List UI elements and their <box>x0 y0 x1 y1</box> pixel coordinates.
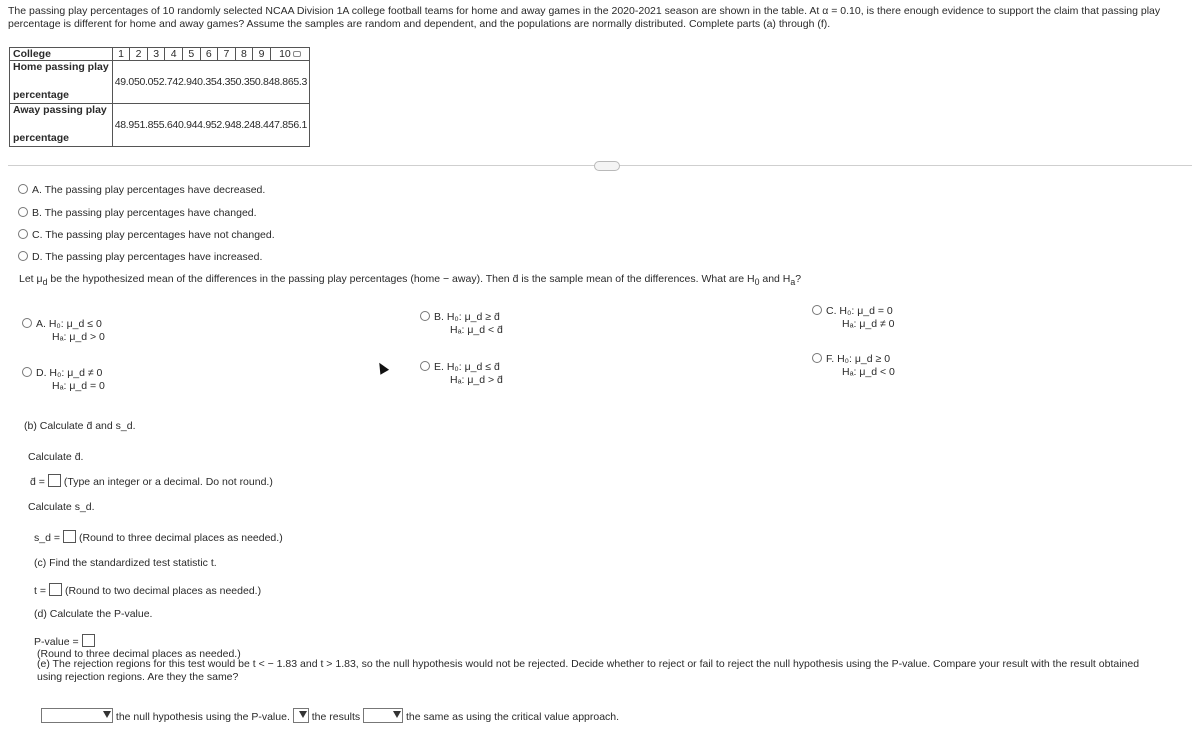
hyp-h0: H₀: μ_d ≤ d̄ <box>446 361 500 373</box>
results-dropdown[interactable] <box>293 708 309 723</box>
option-a-decreased[interactable] <box>18 184 265 196</box>
data-table <box>9 47 310 147</box>
col-10-label: 10 <box>279 48 291 60</box>
col-4: 4 <box>165 48 183 61</box>
prompt-sub: 0 <box>754 277 760 288</box>
radio-icon[interactable] <box>18 184 28 194</box>
d-bar-input[interactable] <box>48 474 61 487</box>
t-row <box>34 583 261 597</box>
hyp-letter: F. <box>826 353 835 365</box>
reject-decision-dropdown[interactable] <box>41 708 113 723</box>
p-value-row <box>34 634 98 648</box>
same-dropdown[interactable] <box>363 708 403 723</box>
hyp-ha: Hₐ: μ_d ≠ 0 <box>842 318 895 330</box>
radio-icon[interactable] <box>18 251 28 261</box>
t-input[interactable] <box>49 583 62 596</box>
sd-prefix: s_d = <box>34 532 60 544</box>
away-label-line2: percentage <box>13 132 70 144</box>
answer-text-1: the null hypothesis using the P-value. <box>115 711 290 723</box>
away-values: 48.951.855.640.944.952.948.248.447.856.1 <box>112 104 309 147</box>
col-7: 7 <box>218 48 236 61</box>
hyp-option-a[interactable] <box>22 318 105 344</box>
hyp-option-b[interactable] <box>420 311 503 337</box>
sd-hint: (Round to three decimal places as needed.) <box>78 532 283 544</box>
college-header: College <box>10 48 113 61</box>
d-bar-row <box>30 474 273 488</box>
hyp-option-e[interactable] <box>420 361 503 387</box>
sd-row <box>34 530 283 544</box>
radio-icon[interactable] <box>420 361 430 371</box>
radio-icon[interactable] <box>22 367 32 377</box>
option-label: A. The passing play percentages have decreased. <box>32 184 266 196</box>
sd-input[interactable] <box>63 530 76 543</box>
hyp-option-f[interactable] <box>812 353 895 379</box>
chevron-down-icon <box>299 711 307 718</box>
part-d-title: (d) Calculate the P-value. <box>34 608 153 620</box>
part-e-answer-row <box>41 708 619 723</box>
hyp-h0: H₀: μ_d ≤ 0 <box>48 318 102 330</box>
prompt-text: and H <box>759 273 791 285</box>
option-c-not-changed[interactable] <box>18 229 275 241</box>
home-label-line2: percentage <box>13 89 70 101</box>
radio-icon[interactable] <box>18 229 28 239</box>
away-label-line1: Away passing play <box>13 104 107 116</box>
option-b-changed[interactable] <box>18 207 257 219</box>
col-1: 1 <box>112 48 130 61</box>
hyp-letter: A. <box>36 318 46 330</box>
hyp-letter: B. <box>434 311 444 323</box>
col-6: 6 <box>200 48 218 61</box>
d-bar-hint: (Type an integer or a decimal. Do not round.) <box>63 476 273 488</box>
t-hint: (Round to two decimal places as needed.) <box>64 585 262 597</box>
col-8: 8 <box>235 48 253 61</box>
prompt-sub: a <box>790 277 796 288</box>
calc-d-label: Calculate d̄. <box>28 451 84 463</box>
d-bar-prefix: d̄ = <box>30 476 45 488</box>
hyp-h0: H₀: μ_d ≥ d̄ <box>446 311 500 323</box>
p-value-input[interactable] <box>82 634 95 647</box>
hyp-option-d[interactable] <box>22 367 105 393</box>
col-3: 3 <box>147 48 165 61</box>
answer-text-2: the results <box>311 711 361 723</box>
chevron-down-icon <box>103 711 111 718</box>
mouse-pointer-icon <box>375 360 389 375</box>
col-10 <box>270 48 309 61</box>
hyp-option-c[interactable] <box>812 305 895 331</box>
radio-icon[interactable] <box>18 207 28 217</box>
p-value-hint: (Round to three decimal places as needed.) <box>37 648 241 660</box>
question-intro: The passing play percentages of 10 randomly selected NCAA Division 1A college football teams for home and away games in the 2020-2021 season are shown in the table. At α = 0.10, is there enough evidence to support the claim that passing play percentage is different for home and away games? Assume the samples are random and dependent, and the populations are normally distributed. Complete parts (a) through (f). <box>8 5 1161 30</box>
hyp-ha: Hₐ: μ_d = 0 <box>52 380 105 392</box>
chevron-down-icon <box>393 711 401 718</box>
part-b-title: (b) Calculate d̄ and s_d. <box>24 420 136 432</box>
radio-icon[interactable] <box>420 311 430 321</box>
col-2: 2 <box>130 48 148 61</box>
hyp-ha: Hₐ: μ_d > d̄ <box>450 374 503 386</box>
hypothesis-prompt <box>19 273 801 287</box>
hyp-letter: C. <box>826 305 837 317</box>
option-d-increased[interactable] <box>18 251 262 263</box>
col-5: 5 <box>182 48 200 61</box>
part-e-line1: (e) The rejection regions for this test would be t < − 1.83 and t > 1.83, so the null hypothesis would not be rejected. Decide whether to reject or fail to reject the null hypothesis using the P-value. Compare your result with the result obtained <box>37 658 1140 670</box>
part-e-line2: using rejection regions. Are they the same? <box>37 671 239 683</box>
hyp-ha: Hₐ: μ_d < 0 <box>842 366 895 378</box>
radio-icon[interactable] <box>22 318 32 328</box>
table-collapse-icon[interactable] <box>293 51 301 57</box>
prompt-text: be the hypothesized mean of the differences in the passing play percentages (home − away). Then d̄ is the sample mean of the differences. What are H <box>47 273 755 285</box>
home-label-line1: Home passing play <box>13 61 109 73</box>
part-e-text <box>37 647 1139 684</box>
hyp-letter: E. <box>434 361 444 373</box>
prompt-sub: d <box>42 277 48 288</box>
home-values: 49.050.052.742.940.354.350.350.848.865.3 <box>112 61 309 104</box>
hyp-h0: H₀: μ_d = 0 <box>839 305 893 317</box>
answer-text-3: the same as using the critical value approach. <box>406 711 620 723</box>
calc-sd-label: Calculate s_d. <box>28 501 95 513</box>
hyp-ha: Hₐ: μ_d > 0 <box>52 331 105 343</box>
hyp-h0: H₀: μ_d ≥ 0 <box>837 353 891 365</box>
option-label: B. The passing play percentages have changed. <box>32 207 257 219</box>
home-row-label <box>10 61 113 104</box>
radio-icon[interactable] <box>812 305 822 315</box>
hyp-ha: Hₐ: μ_d < d̄ <box>450 324 503 336</box>
col-9: 9 <box>253 48 271 61</box>
hyp-letter: D. <box>36 367 47 379</box>
t-prefix: t = <box>34 585 46 597</box>
hyp-h0: H₀: μ_d ≠ 0 <box>49 367 103 379</box>
part-c-title: (c) Find the standardized test statistic t. <box>34 557 217 569</box>
prompt-text: Let μ <box>19 273 43 285</box>
away-row-label <box>10 104 113 147</box>
option-label: C. The passing play percentages have not changed. <box>32 229 275 241</box>
option-label: D. The passing play percentages have increased. <box>32 251 263 263</box>
radio-icon[interactable] <box>812 353 822 363</box>
expand-more-button[interactable] <box>594 161 620 171</box>
p-value-prefix: P-value = <box>34 636 79 648</box>
prompt-text: ? <box>795 273 802 285</box>
